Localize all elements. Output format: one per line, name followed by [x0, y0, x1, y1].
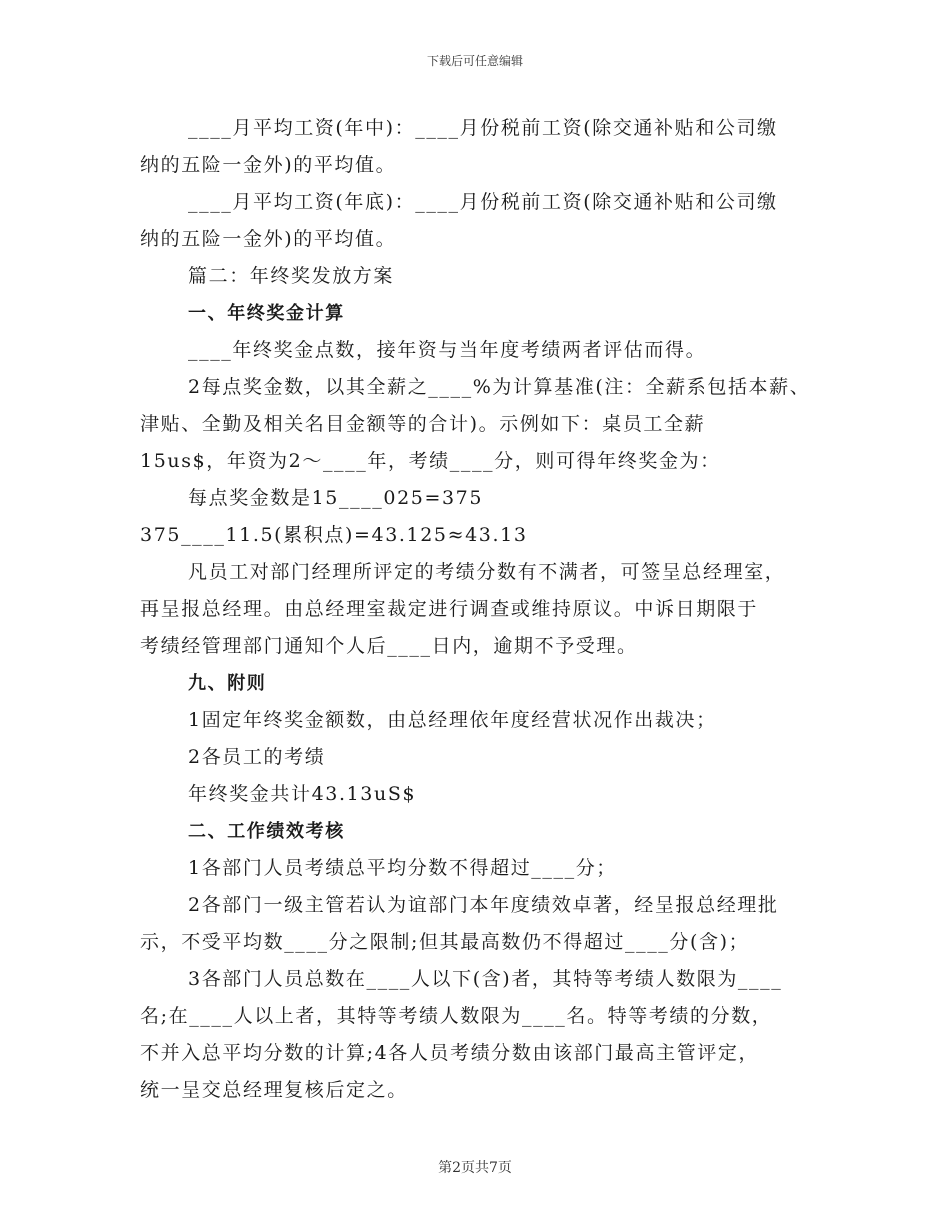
text-line: 名;在____人以上者，其特等考绩人数限为____名。特等考绩的分数，: [140, 1005, 773, 1027]
text-line: 篇二：年终奖发放方案: [188, 265, 395, 287]
text-line: 统一呈交总经理复核后定之。: [140, 1079, 408, 1101]
text-line: 纳的五险一金外)的平均值。: [140, 154, 397, 176]
text-line: 1各部门人员考绩总平均分数不得超过____分；: [188, 857, 617, 879]
section-heading: 一、年终奖金计算: [188, 303, 345, 324]
text-line: 年终奖金共计43.13uS$: [188, 783, 417, 805]
section-heading: 九、附则: [188, 673, 267, 694]
text-line: 再呈报总经理。由总经理室裁定进行调查或维持原议。中诉日期限于: [140, 598, 759, 620]
text-line: 纳的五险一金外)的平均值。: [140, 228, 397, 250]
text-line: 1固定年终奖金额数，由总经理依年度经营状况作出裁决；: [188, 709, 717, 731]
text-line: ____月平均工资(年中)：____月份税前工资(除交通补贴和公司缴: [188, 117, 778, 139]
document-body: [140, 110, 820, 1109]
text-line: 考绩经管理部门通知个人后____日内，逾期不予受理。: [140, 635, 638, 657]
text-line: ____年终奖金点数，接年资与当年度考绩两者评估而得。: [188, 339, 707, 361]
page-number: 第2页共7页: [438, 1160, 512, 1176]
text-line: 3各部门人员总数在____人以下(含)者，其特等考绩人数限为____: [188, 968, 783, 990]
page-header: 下载后可任意编辑: [426, 54, 523, 68]
text-line: 15us$，年资为2～____年，考绩____分，则可得年终奖金为：: [140, 450, 721, 472]
text-line: 不并入总平均分数的计算;4各人员考绩分数由该部门最高主管评定，: [140, 1042, 760, 1064]
text-line: 示，不受平均数____分之限制;但其最高数仍不得超过____分(含)；: [140, 931, 750, 953]
text-line: 375____11.5(累积点)=43.125≈43.13: [140, 524, 528, 546]
text-line: 津贴、全勤及相关名目金额等的合计)。示例如下：桌员工全薪: [140, 413, 706, 435]
text-line: 每点奖金数是15____025=375: [188, 487, 484, 509]
text-line: 2各员工的考绩: [188, 746, 326, 768]
text-line: 凡员工对部门经理所评定的考绩分数有不满者，可签呈总经理室，: [188, 561, 786, 583]
section-heading: 二、工作绩效考核: [188, 821, 345, 842]
text-line: ____月平均工资(年底)：____月份税前工资(除交通补贴和公司缴: [188, 191, 778, 213]
text-line: 2每点奖金数，以其全薪之____%为计算基准(注：全薪系包括本薪、: [188, 376, 811, 398]
text-line: 2各部门一级主管若认为谊部门本年度绩效卓著，经呈报总经理批: [188, 894, 779, 916]
